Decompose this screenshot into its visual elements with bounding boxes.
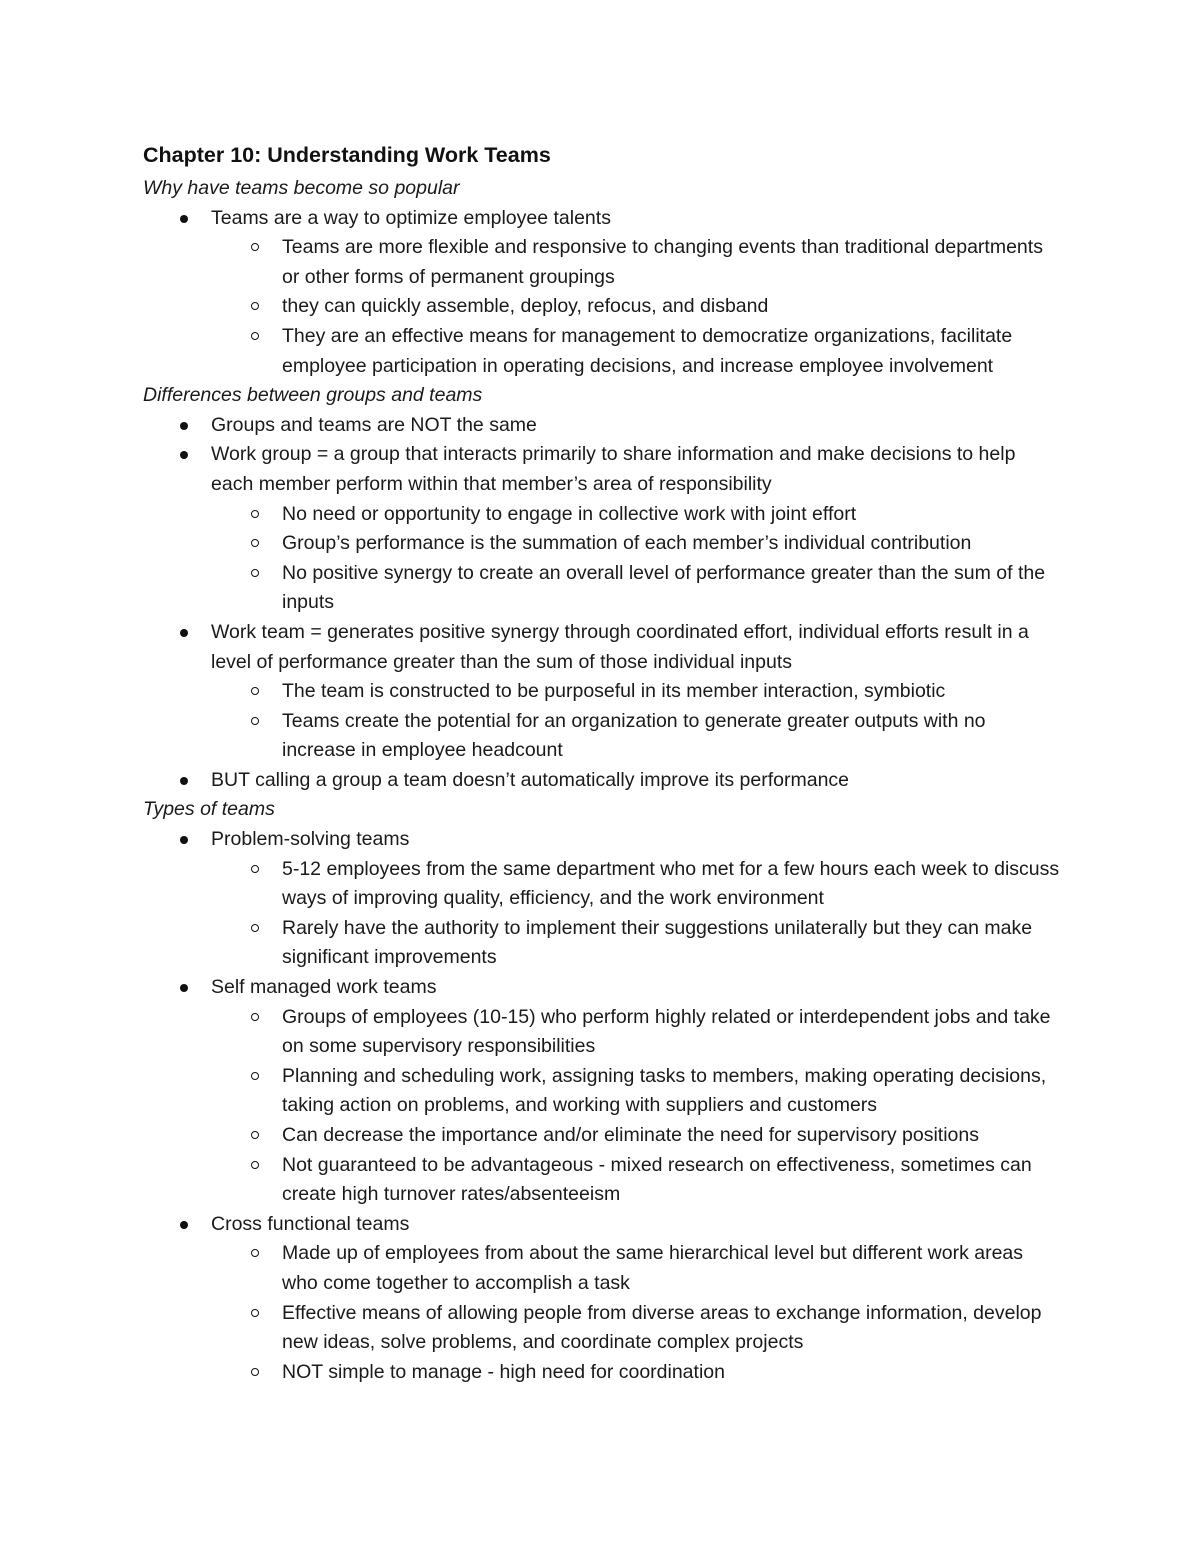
sub-list-item-text: The team is constructed to be purposeful in its member interaction, symbiotic [282,680,946,703]
list-item-text: Self managed work teams [211,976,437,999]
filled-bullet-icon [180,629,188,637]
sub-list-item-text: They are an effective means for management to democratize organizations, facilitate employee participation in operating decisions, and increase employee involvement [282,324,1013,377]
list-item-text: Groups and teams are NOT the same [211,413,537,436]
sub-list-item-text: Can decrease the importance and/or eliminate the need for supervisory positions [282,1124,979,1146]
sub-list-item-text: Not guaranteed to be advantageous - mixed research on effectiveness, sometimes can create high turnover rates/absenteeism [282,1153,1032,1206]
list-item-text: Work team = generates positive synergy through coordinated effort, individual efforts result in a level of performance greater than the sum of those individual inputs [211,620,1029,673]
filled-bullet-icon [180,777,188,785]
sub-list-item [143,914,1063,973]
section-heading: Differences between groups and teams [143,384,483,407]
list-item [143,440,1063,499]
list-item-text: Problem-solving teams [211,828,410,851]
hollow-bullet-icon [251,332,259,340]
list-item-text: BUT calling a group a team doesn’t automatically improve its performance [211,768,850,791]
hollow-bullet-icon [251,539,259,547]
sub-list-item-text: Rarely have the authority to implement their suggestions unilaterally but they can make significant improvements [282,916,1033,969]
sub-list-item-text: Groups of employees (10-15) who perform highly related or interdependent jobs and take on some supervisory responsibilities [282,1005,1051,1058]
sub-list-item [143,1358,1063,1388]
list-item-text: Work group = a group that interacts primarily to share information and make decisions to help each member perform within that member’s area of responsibility [211,443,1016,495]
sub-list-item [143,1121,1063,1151]
bullet-list [143,411,1063,796]
page-title: Chapter 10: Understanding Work Teams [143,143,551,167]
sub-list-item-text: No need or opportunity to engage in collective work with joint effort [282,502,857,525]
hollow-bullet-icon [251,1368,259,1376]
filled-bullet-icon [180,215,188,223]
sub-list-item-text: NOT simple to manage - high need for coordination [282,1360,725,1383]
hollow-bullet-icon [251,717,259,725]
section-heading: Why have teams become so popular [143,177,460,199]
hollow-bullet-icon [251,1309,259,1317]
hollow-bullet-icon [251,1072,259,1080]
document-body [143,174,1063,1387]
hollow-bullet-icon [251,243,259,251]
list-item-text: Cross functional teams [211,1212,410,1235]
list-item [143,1210,1063,1240]
filled-bullet-icon [180,422,188,430]
sub-list-item-text: Planning and scheduling work, assigning tasks to members, making operating decisions, taking action on problems, and working with suppliers and customers [282,1064,1047,1117]
hollow-bullet-icon [251,865,259,873]
sub-list-item [143,1151,1063,1210]
sub-list-item [143,500,1063,530]
list-item-text: Teams are a way to optimize employee talents [211,206,611,229]
sub-list-item [143,529,1063,559]
sub-list-item-text: Effective means of allowing people from diverse areas to exchange information, develop new ideas, solve problems, and coordinate complex projects [282,1301,1042,1354]
sub-list-item-text: No positive synergy to create an overall level of performance greater than the sum of the inputs [282,561,1046,614]
hollow-bullet-icon [251,1161,259,1169]
sub-list-item [143,233,1063,292]
list-item [143,973,1063,1003]
hollow-bullet-icon [251,924,259,932]
hollow-bullet-icon [251,1249,259,1257]
sub-list-item [143,855,1063,914]
hollow-bullet-icon [251,687,259,695]
hollow-bullet-icon [251,569,259,577]
filled-bullet-icon [180,984,188,992]
sub-list-item-text: Made up of employees from about the same hierarchical level but different work areas who come together to accomplish a task [282,1242,1024,1294]
sub-list-item-text: 5-12 employees from the same department who met for a few hours each week to discuss ways of improving quality, efficiency, and the work environment [282,857,1060,910]
filled-bullet-icon [180,451,188,459]
sub-list-item-text: Group’s performance is the summation of each member’s individual contribution [282,532,972,555]
document-page [143,141,1063,1387]
sub-list-item [143,1003,1063,1062]
sub-list-item-text: Teams create the potential for an organization to generate greater outputs with no increase in employee headcount [282,709,986,762]
bullet-list [143,204,1063,382]
sub-list-item [143,677,1063,707]
filled-bullet-icon [180,1221,188,1229]
filled-bullet-icon [180,836,188,844]
hollow-bullet-icon [251,510,259,518]
list-item [143,825,1063,855]
list-item [143,766,1063,796]
list-item [143,618,1063,677]
section-heading: Types of teams [143,798,275,821]
sub-list-item [143,322,1063,381]
sub-list-item [143,1239,1063,1298]
list-item [143,411,1063,441]
hollow-bullet-icon [251,302,259,310]
sub-list-item [143,559,1063,618]
hollow-bullet-icon [251,1131,259,1139]
sub-list-item-text: Teams are more flexible and responsive to changing events than traditional departments or other forms of permanent groupings [282,236,1043,288]
sub-list-item [143,707,1063,766]
list-item [143,204,1063,234]
sub-list-item [143,1062,1063,1121]
sub-list-item [143,292,1063,322]
sub-list-item-text: they can quickly assemble, deploy, refocus, and disband [282,295,769,318]
sub-list-item [143,1299,1063,1358]
bullet-list [143,825,1063,1387]
hollow-bullet-icon [251,1013,259,1021]
